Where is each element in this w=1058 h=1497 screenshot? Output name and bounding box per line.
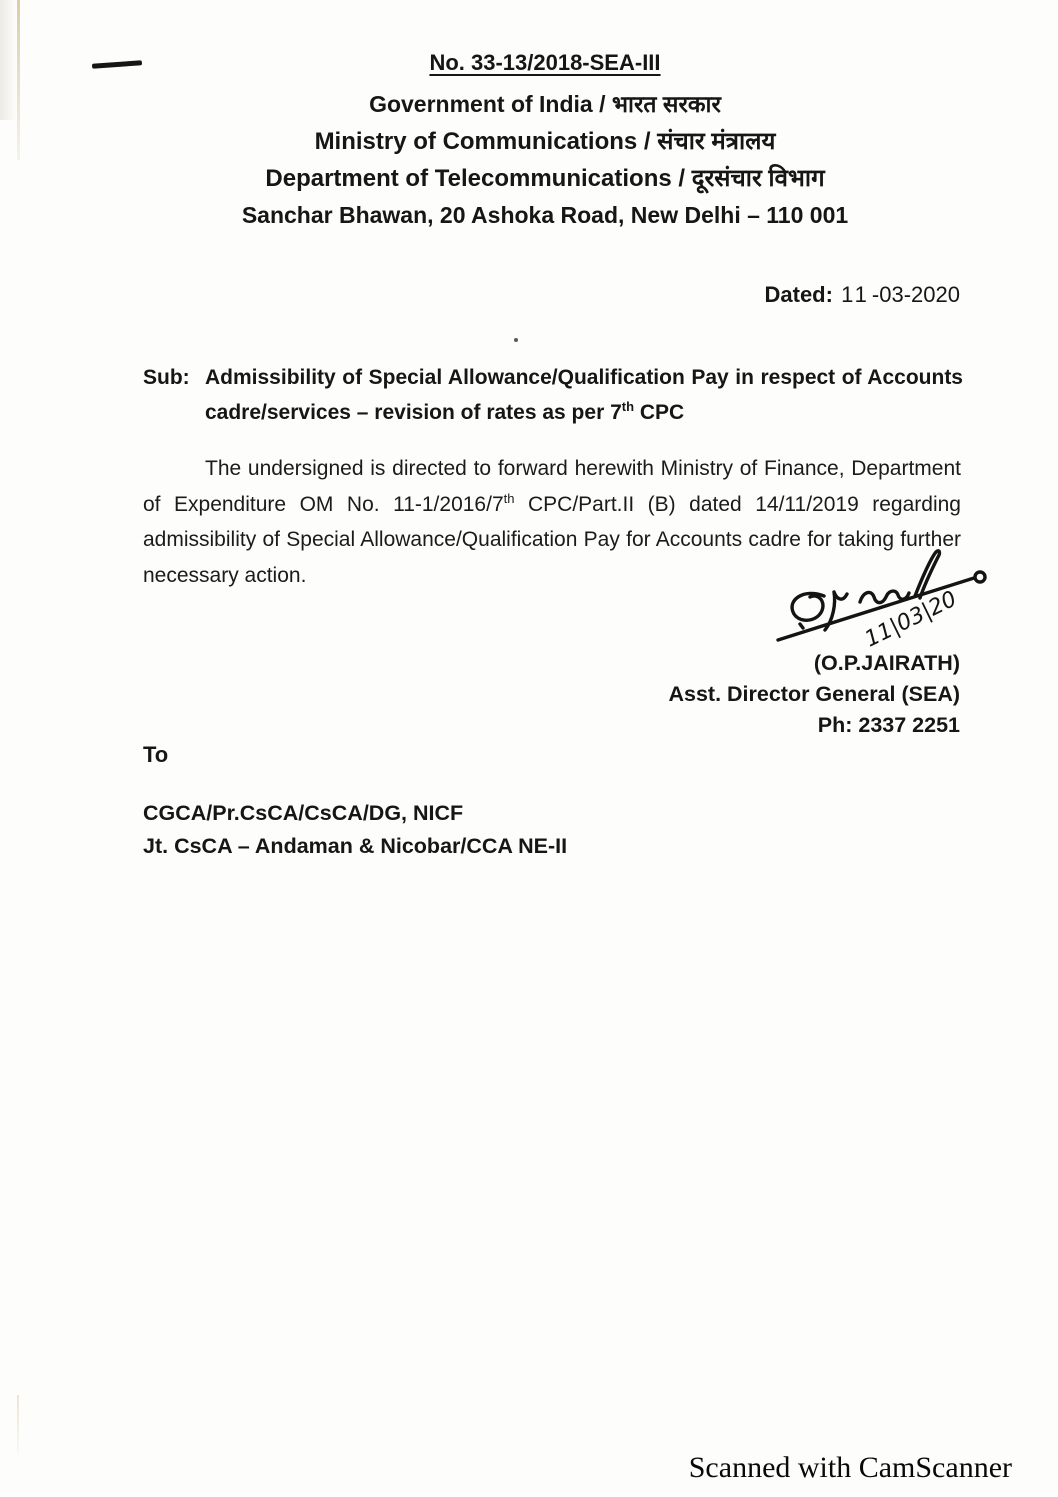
org-line-address: Sanchar Bhawan, 20 Ashoka Road, New Delhi – 110 001 <box>241 202 849 228</box>
handwritten-signature <box>772 548 992 653</box>
signer-name: (O.P.JAIRATH) <box>813 651 960 675</box>
letterhead <box>0 50 1058 234</box>
dated-line <box>765 282 961 308</box>
subject-label: Sub: <box>143 366 190 389</box>
subject-block <box>143 360 963 430</box>
signer-block <box>668 648 960 741</box>
reference-number-text: No. 33-13/2018-SEA-III <box>429 50 661 75</box>
dated-rest: -03-2020 <box>871 282 960 307</box>
subject-text-main: Admissibility of Special Allowance/Qualification Pay in respect of Accounts cadre/services – revision of rates as per 7 <box>205 366 963 424</box>
subject-superscript: th <box>621 399 635 414</box>
body-text-seg2: CPC/Part.II (B) dated 14/11/2019 regarding admissibility of Special Allowance/Qualification Pay for Accounts cadre for taking further necessary action. <box>143 492 961 587</box>
body-text-seg1: The undersigned is directed to forward herewith Ministry of Finance, Department of Expenditure OM No. 11-1/2016/7 <box>143 457 961 516</box>
signature-y-stroke <box>825 592 847 630</box>
org-line-department: Department of Telecommunications / दूरसंचार विभाग <box>265 165 825 192</box>
org-line-ministry: Ministry of Communications / संचार मंत्रालय <box>314 128 776 155</box>
camscanner-watermark: Scanned with CamScanner <box>688 1451 1012 1484</box>
signature-squiggle <box>860 591 909 603</box>
subject-text <box>205 360 963 430</box>
reference-number <box>32 50 1058 86</box>
subject-text-tail: CPC <box>634 401 685 424</box>
scan-speck <box>514 338 518 342</box>
signature-loop <box>792 593 824 628</box>
signature-end-loop <box>975 572 985 582</box>
signer-phone: Ph: 2337 2251 <box>817 713 960 737</box>
signature-handwritten-date: 11|03|20 <box>860 586 961 653</box>
recipient-line: Jt. CsCA – Andaman & Nicobar/CCA NE-II <box>143 834 568 858</box>
dated-label: Dated: <box>764 282 833 307</box>
body-superscript: th <box>503 490 515 506</box>
dated-handwritten-day: 11 <box>841 282 870 307</box>
scan-edge-artifact-bottom <box>17 1395 19 1455</box>
to-label: To <box>143 742 169 767</box>
recipient-line: CGCA/Pr.CsCA/CsCA/DG, NICF <box>143 801 464 825</box>
signer-designation: Asst. Director General (SEA) <box>668 682 960 706</box>
recipients-list <box>143 797 567 863</box>
org-line-government: Government of India / भारत सरकार <box>369 91 721 117</box>
